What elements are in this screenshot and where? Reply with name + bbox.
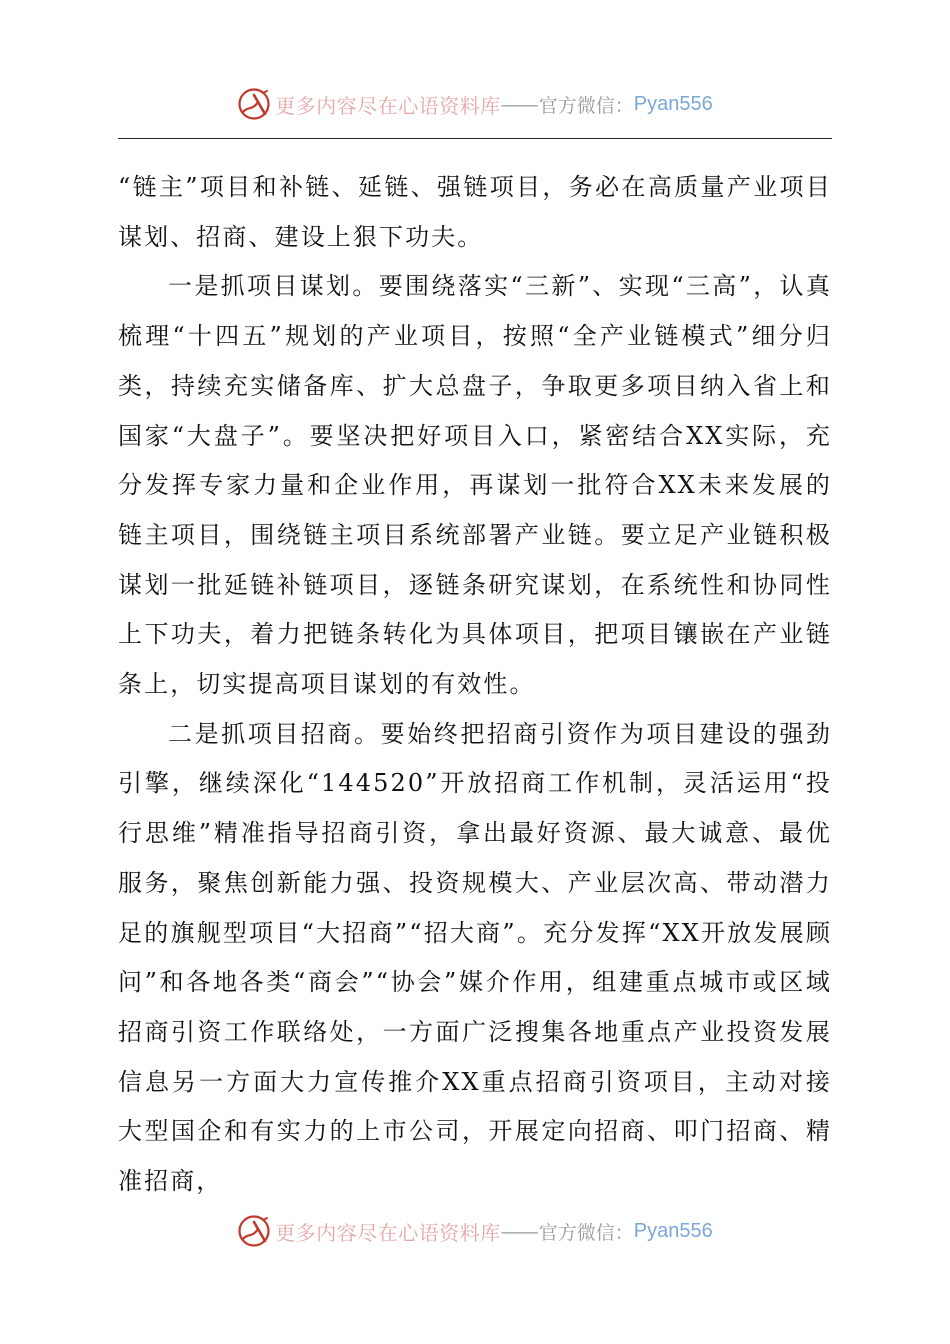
header-banner [0, 84, 950, 124]
pen-seal-icon [237, 1214, 271, 1248]
banner-text: 更多内容尽在心语资料库 [275, 93, 501, 118]
document-body [118, 163, 832, 1207]
banner-separator: —— [500, 92, 537, 116]
wechat-label: 官方微信： [538, 1221, 634, 1244]
banner-separator: —— [500, 1219, 537, 1243]
header-divider [118, 138, 832, 139]
wechat-label: 官方微信： [538, 94, 634, 117]
wechat-id: Pyan556 [633, 1219, 713, 1242]
paragraph-project-planning: 一是抓项目谋划。要围绕落实“三新”、实现“三高”，认真梳理“十四五”规划的产业项目，按照“全产业链模式”细分归类，持续充实储备库、扩大总盘子，争取更多项目纳入省上和国家“大盘子”。要坚决把好项目入口，紧密结合XX实际，充分发挥专家力量和企业作用，再谋划一批符合XX未来发展的链主项目，围绕链主项目系统部署产业链。要立足产业链积极谋划一批延链补链项目，逐链条研究谋划，在系统性和协同性上下功夫，着力把链条转化为具体项目，把项目镶嵌在产业链条上，切实提高项目谋划的有效性。 [118, 272, 832, 699]
banner-text: 更多内容尽在心语资料库 [275, 1220, 501, 1245]
paragraph-project-investment: 二是抓项目招商。要始终把招商引资作为项目建设的强劲引擎，继续深化“144520”开放招商工作机制，灵活运用“投行思维”精准指导招商引资，拿出最好资源、最大诚意、最优服务，聚焦创新能力强、投资规模大、产业层次高、带动潜力足的旗舰型项目“大招商”“招大商”。充分发挥“XX开放发展顾问”和各地各类“商会”“协会”媒介作用，组建重点城市或区域招商引资工作联络处，一方面广泛搜集各地重点产业投资发展信息另一方面大力宣传推介XX重点招商引资项目，主动对接大型国企和有实力的上市公司，开展定向招商、叩门招商、精准招商， [118, 719, 832, 1196]
pen-seal-icon [237, 87, 271, 121]
wechat-id: Pyan556 [633, 92, 713, 115]
footer-banner [0, 1211, 950, 1251]
paragraph-continued: “链主”项目和补链、延链、强链项目，务必在高质量产业项目谋划、招商、建设上狠下功夫。 [118, 173, 832, 251]
